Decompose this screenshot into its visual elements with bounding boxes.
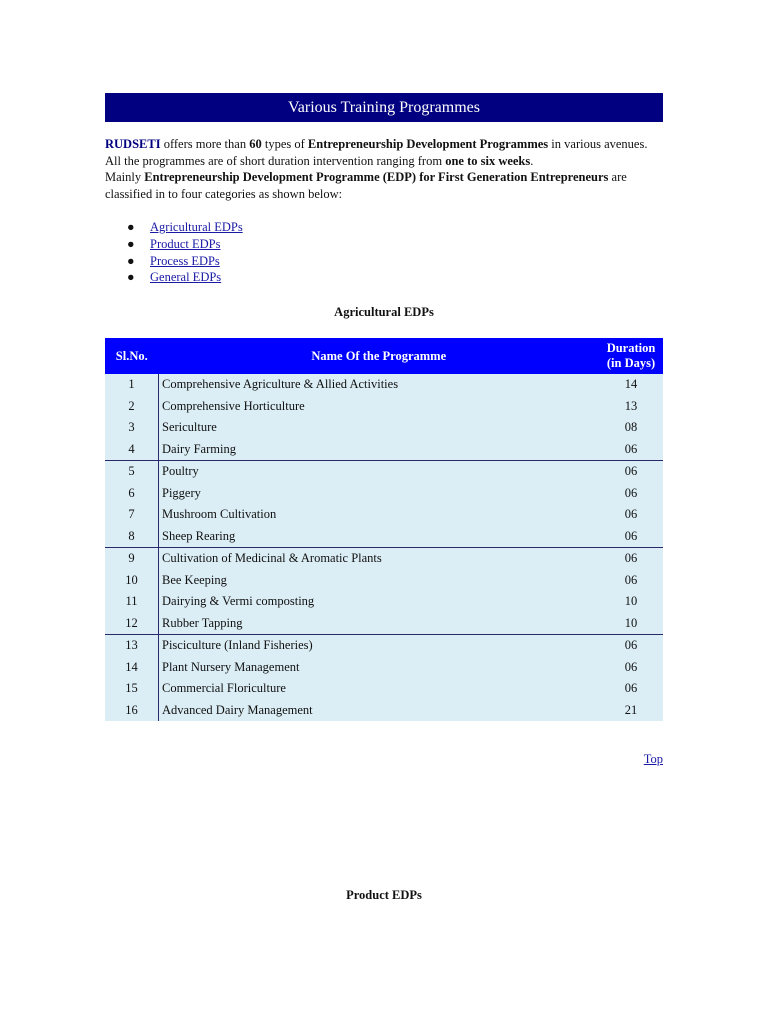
row-sl-no: 5 <box>105 461 159 483</box>
category-list <box>105 219 663 286</box>
page-title: Various Training Programmes <box>105 93 663 122</box>
table-row <box>105 700 663 722</box>
category-item <box>105 236 663 253</box>
header-duration-line1: Duration <box>606 341 656 356</box>
row-duration: 14 <box>599 374 663 396</box>
top-link[interactable]: Top <box>643 752 663 766</box>
row-programme-name: Cultivation of Medicinal & Aromatic Plants <box>159 548 600 570</box>
row-programme-name: Bee Keeping <box>159 570 600 592</box>
row-programme-name: Comprehensive Horticulture <box>159 396 600 418</box>
row-sl-no: 3 <box>105 417 159 439</box>
bullet-icon: ● <box>127 236 135 251</box>
row-duration: 06 <box>599 504 663 526</box>
intro-bold: Entrepreneurship Development Programmes <box>307 137 549 151</box>
intro-text: . <box>530 153 534 168</box>
table-row <box>105 613 663 635</box>
row-programme-name: Comprehensive Agriculture & Allied Activities <box>159 374 600 396</box>
row-sl-no: 15 <box>105 678 159 700</box>
top-link-wrap <box>644 752 663 767</box>
table-row <box>105 396 663 418</box>
row-duration: 13 <box>599 396 663 418</box>
row-programme-name: Advanced Dairy Management <box>159 700 600 722</box>
intro-text: offers more than <box>160 137 250 151</box>
table-row <box>105 635 663 657</box>
bullet-icon: ● <box>127 253 135 268</box>
row-duration: 06 <box>599 570 663 592</box>
row-programme-name: Mushroom Cultivation <box>159 504 600 526</box>
bullet-icon: ● <box>127 220 135 234</box>
row-programme-name: Sericulture <box>159 417 600 439</box>
row-duration: 06 <box>599 526 663 548</box>
category-link-product[interactable]: Product EDPs <box>150 236 221 251</box>
row-duration: 06 <box>599 657 663 679</box>
row-sl-no: 10 <box>105 570 159 592</box>
category-item <box>105 219 663 236</box>
table-row <box>105 678 663 700</box>
row-programme-name: Pisciculture (Inland Fisheries) <box>159 635 600 657</box>
intro-text: are classified in to four categories as shown below: <box>105 170 627 201</box>
row-sl-no: 8 <box>105 526 159 548</box>
header-duration-line2: (in Days) <box>606 356 656 371</box>
main-content <box>105 93 663 721</box>
row-duration: 08 <box>599 417 663 439</box>
row-sl-no: 1 <box>105 374 159 396</box>
header-duration <box>599 338 663 374</box>
row-sl-no: 14 <box>105 657 159 679</box>
row-sl-no: 4 <box>105 439 159 461</box>
row-sl-no: 7 <box>105 504 159 526</box>
table-body <box>105 374 663 721</box>
header-programme-name: Name Of the Programme <box>159 338 600 374</box>
row-programme-name: Poultry <box>159 461 600 483</box>
row-sl-no: 11 <box>105 591 159 613</box>
table-row <box>105 570 663 592</box>
row-sl-no: 6 <box>105 483 159 505</box>
row-sl-no: 9 <box>105 548 159 570</box>
row-programme-name: Piggery <box>159 483 600 505</box>
category-link-agricultural[interactable]: Agricultural EDPs <box>150 220 243 234</box>
row-duration: 21 <box>599 700 663 722</box>
intro-bold: Entrepreneurship Development Programme (EDP) for First Generation Entrepreneurs <box>144 170 609 184</box>
row-duration: 10 <box>599 591 663 613</box>
row-duration: 06 <box>599 461 663 483</box>
intro-text: Mainly <box>105 170 145 184</box>
header-sl-no: Sl.No. <box>105 338 159 374</box>
table-row <box>105 417 663 439</box>
section-title-agricultural: Agricultural EDPs <box>334 305 434 320</box>
row-programme-name: Rubber Tapping <box>159 613 600 635</box>
bullet-icon: ● <box>127 270 135 285</box>
programmes-table <box>105 338 663 721</box>
table-row <box>105 548 663 570</box>
brand-name: RUDSETI <box>105 137 161 151</box>
program-count: 60 <box>249 137 262 151</box>
category-item <box>105 253 663 270</box>
row-programme-name: Commercial Floriculture <box>159 678 600 700</box>
table-header-row <box>105 338 663 374</box>
table-row <box>105 526 663 548</box>
table-row <box>105 657 663 679</box>
intro-text: in various avenues. All the programmes are of short duration intervention ranging from <box>105 137 648 168</box>
row-duration: 06 <box>599 483 663 505</box>
section-title-product: Product EDPs <box>346 888 422 902</box>
category-link-process[interactable]: Process EDPs <box>150 253 220 268</box>
table-row <box>105 461 663 483</box>
row-duration: 06 <box>599 439 663 461</box>
category-item <box>105 269 663 286</box>
row-sl-no: 2 <box>105 396 159 418</box>
table-row <box>105 439 663 461</box>
row-duration: 10 <box>599 613 663 635</box>
row-duration: 06 <box>599 635 663 657</box>
intro-paragraph <box>105 136 663 202</box>
row-programme-name: Plant Nursery Management <box>159 657 600 679</box>
row-duration: 06 <box>599 548 663 570</box>
table-row <box>105 504 663 526</box>
row-sl-no: 12 <box>105 613 159 635</box>
row-duration: 06 <box>599 678 663 700</box>
row-programme-name: Dairy Farming <box>159 439 600 461</box>
intro-bold: one to six weeks <box>445 153 531 168</box>
table-row <box>105 374 663 396</box>
row-sl-no: 13 <box>105 635 159 657</box>
table-row <box>105 483 663 505</box>
table-row <box>105 591 663 613</box>
row-programme-name: Dairying & Vermi composting <box>159 591 600 613</box>
row-programme-name: Sheep Rearing <box>159 526 600 548</box>
intro-text: types of <box>261 137 308 151</box>
row-sl-no: 16 <box>105 700 159 722</box>
category-link-general[interactable]: General EDPs <box>150 270 222 285</box>
